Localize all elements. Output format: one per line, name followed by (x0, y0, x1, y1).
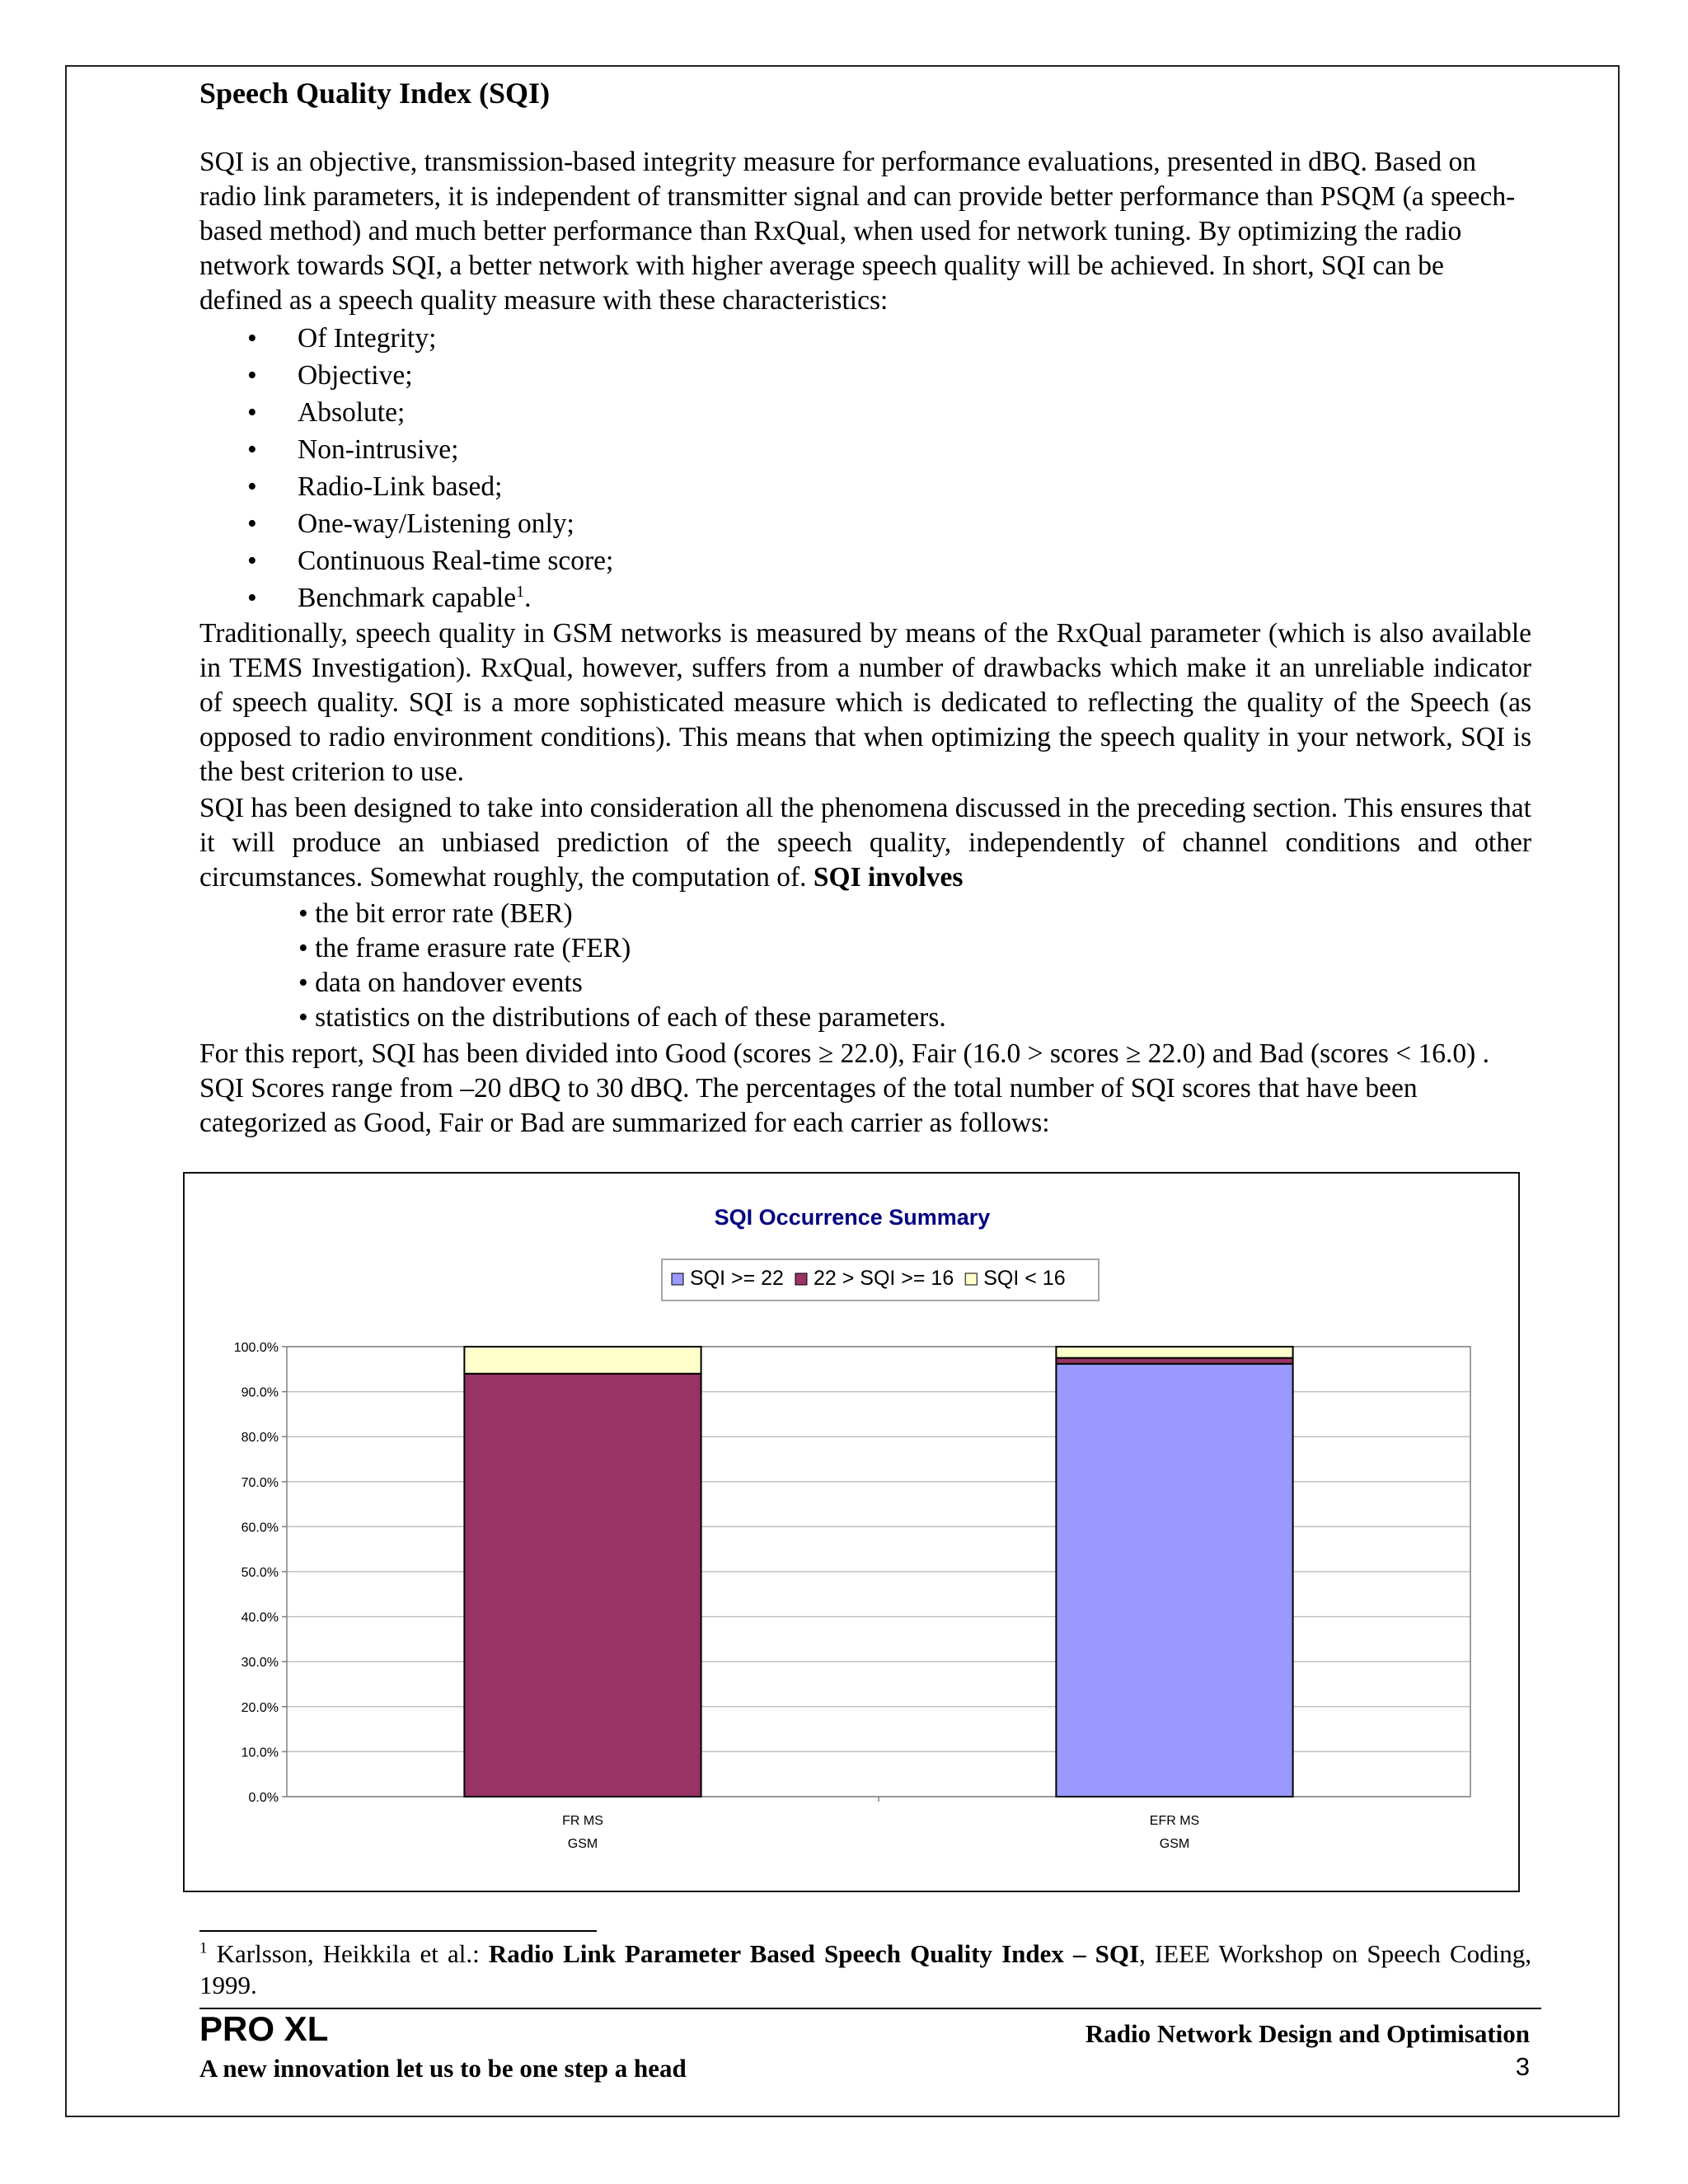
y-tick-label: 20.0% (241, 1700, 279, 1715)
sqi-design-paragraph (199, 791, 1531, 895)
bullet-icon: • (247, 434, 257, 465)
sqi-involves-bold: SQI involves (813, 862, 964, 893)
y-tick-label: 100.0% (233, 1341, 279, 1355)
y-tick-label: 50.0% (241, 1566, 279, 1580)
list-item-text: Absolute; (298, 397, 406, 428)
bar-segment-1 (1056, 1364, 1292, 1797)
legend-swatch-1 (672, 1273, 683, 1285)
list-item-text: Benchmark capable (298, 583, 517, 613)
legend-label-2: 22 > SQI >= 16 (813, 1267, 954, 1290)
footnote-rest: , IEEE Workshop on Speech Coding, 1999. (199, 1939, 1532, 1999)
y-tick-label: 60.0% (241, 1521, 279, 1535)
list-item-text: Continuous Real-time score; (298, 546, 614, 576)
bullet-icon: • (247, 471, 257, 502)
bullet-icon: • (247, 397, 257, 428)
rxqual-paragraph: Traditionally, speech quality in GSM networks is measured by means of the RxQual parameter (which is also available in TEMS Investigation). RxQual, however, suffers from a number of drawbacks which make it an unreliable indicator of speech quality. SQI is a more sophisticated measure which is dedicated to reflecting the quality of the Speech (as opposed to radio environment conditions). This means that when optimizing the speech quality in your network, SQI is the best criterion to use. (199, 618, 1531, 787)
footnote-marker: 1 (199, 1939, 208, 1957)
list-item: • statistics on the distributions of each of these parameters. (298, 1002, 946, 1033)
list-item: • data on handover events (298, 968, 583, 998)
x-tick-label: GSM (1159, 1837, 1190, 1851)
x-tick-label: GSM (567, 1837, 598, 1851)
list-item-text: Radio-Link based; (298, 471, 503, 502)
sqi-chart (183, 1172, 1520, 1892)
list-item (199, 357, 613, 394)
brand-logo-text: PRO XL (199, 2009, 329, 2048)
y-tick-label: 30.0% (241, 1656, 279, 1671)
bullet-icon: • (247, 360, 257, 391)
document-title: Radio Network Design and Optimisation (1085, 2019, 1530, 2048)
tagline: A new innovation let us to be one step a head (199, 2054, 687, 2083)
list-item (199, 394, 613, 431)
legend-swatch-3 (965, 1273, 977, 1285)
bullet-icon: • (247, 323, 257, 354)
list-item-text: Of Integrity; (298, 323, 437, 354)
bar-segment-3 (1056, 1347, 1292, 1358)
intro-paragraph: SQI is an objective, transmission-based integrity measure for performance evaluations, presented in dBQ. Based on radio link parameters, it is independent of transmitter signal and can provide better performance than PSQM (a speech-based method) and much better performance than RxQual, when used for network tuning. By optimizing the radio network towards SQI, a better network with higher average speech quality will be achieved. In short, SQI can be defined as a speech quality measure with these characteristics: (199, 147, 1516, 316)
list-item (199, 320, 613, 357)
list-item-text: Objective; (298, 360, 413, 391)
bullet-icon: • (247, 546, 257, 576)
list-item-text: One-way/Listening only; (298, 509, 574, 539)
x-tick-label: EFR MS (1149, 1814, 1200, 1828)
y-tick-label: 90.0% (241, 1385, 279, 1400)
y-tick-label: 70.0% (241, 1475, 279, 1490)
chart-svg (185, 1174, 1518, 1891)
bar-segment-3 (464, 1347, 701, 1374)
list-item (199, 542, 613, 579)
list-item (199, 468, 613, 505)
list-item (199, 579, 613, 616)
page-number: 3 (1515, 2052, 1530, 2081)
characteristics-list (199, 320, 613, 616)
footnote-reference[interactable]: 1 (516, 582, 525, 601)
y-tick-label: 40.0% (241, 1610, 279, 1625)
list-item: • the bit error rate (BER) (298, 898, 573, 929)
footnote (199, 1938, 1531, 2001)
list-item: • the frame erasure rate (FER) (298, 933, 631, 963)
sqi-design-text: SQI has been designed to take into consideration all the phenomena discussed in the preceding section. This ensures that it will produce an unbiased prediction of the speech quality, independently of channel conditions and other circumstances. Somewhat roughly, the computation of. (199, 793, 1531, 893)
footer-separator (199, 2008, 1541, 2009)
legend-label-1: SQI >= 22 (690, 1267, 784, 1290)
y-tick-label: 0.0% (248, 1791, 279, 1805)
y-tick-label: 10.0% (241, 1746, 279, 1760)
footnote-separator (199, 1930, 597, 1932)
list-item (199, 431, 613, 468)
list-item-suffix: . (524, 583, 532, 613)
report-paragraph: For this report, SQI has been divided into Good (scores ≥ 22.0), Fair (16.0 > scores ≥ 22.0) and Bad (scores < 16.0) . SQI Scores range from –20 dBQ to 30 dBQ. The percentages of the total number of SQI scores that have been categorized as Good, Fair or Bad are summarized for each carrier as follows: (199, 1038, 1490, 1138)
bullet-icon: • (247, 509, 257, 539)
legend-swatch-2 (795, 1273, 807, 1285)
x-tick-label: FR MS (562, 1814, 603, 1828)
sqi-involves-list (298, 897, 946, 1035)
list-item-text: Non-intrusive; (298, 434, 459, 465)
bar-segment-2 (464, 1374, 701, 1797)
y-tick-label: 80.0% (241, 1431, 279, 1446)
chart-title: SQI Occurrence Summary (714, 1205, 991, 1230)
footnote-authors: Karlsson, Heikkila et al.: (216, 1939, 480, 1968)
legend-label-3: SQI < 16 (983, 1267, 1066, 1290)
footnote-title: Radio Link Parameter Based Speech Quality Index – SQI (488, 1939, 1140, 1968)
bullet-icon: • (247, 583, 257, 613)
bar-segment-2 (1056, 1358, 1292, 1364)
section-heading: Speech Quality Index (SQI) (199, 77, 551, 110)
list-item (199, 505, 613, 542)
